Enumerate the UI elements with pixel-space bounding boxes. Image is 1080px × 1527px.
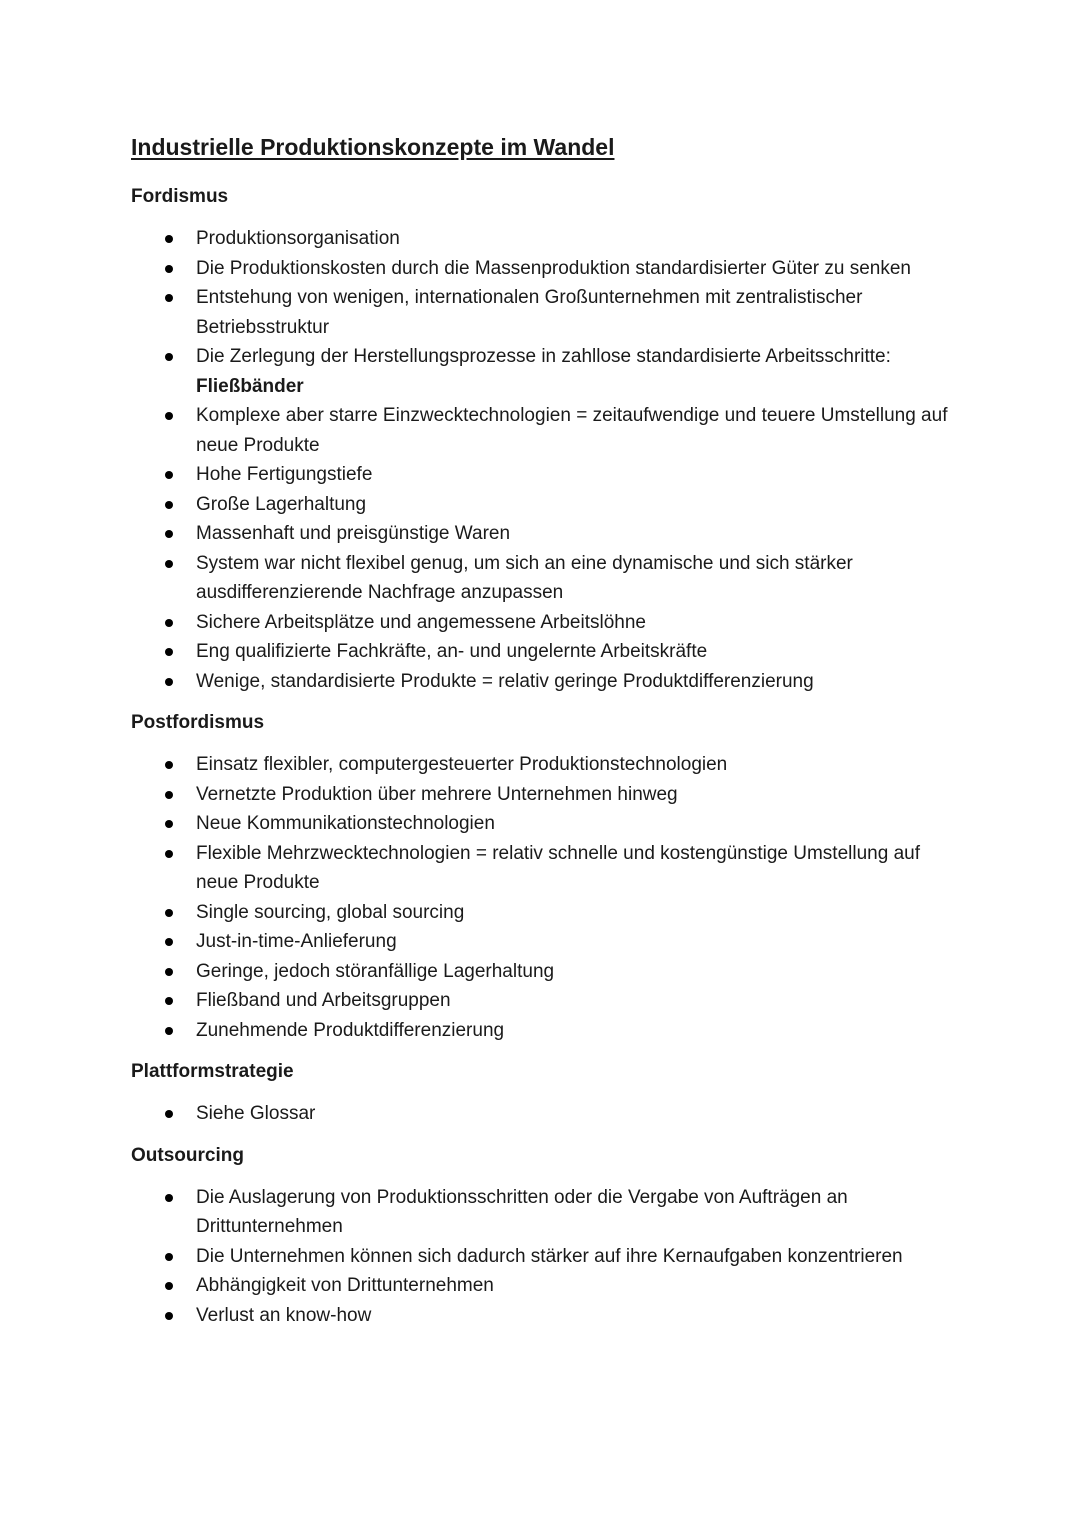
bullet-icon — [165, 938, 173, 946]
bullet-icon — [165, 294, 173, 302]
bullet-icon — [165, 1253, 173, 1261]
section-heading: Plattformstrategie — [131, 1061, 294, 1082]
section-heading: Outsourcing — [131, 1144, 244, 1166]
document-title: Industrielle Produktionskonzepte im Wandel — [131, 134, 615, 160]
bullet-list — [131, 1099, 960, 1129]
bullet-icon — [165, 1282, 173, 1290]
section-postfordismus — [131, 708, 960, 1045]
list-item: Just-in-time-Anlieferung — [131, 927, 960, 957]
bullet-icon — [165, 619, 173, 627]
bullet-icon — [165, 761, 173, 769]
bullet-icon — [165, 909, 173, 917]
list-item: Fließband und Arbeitsgruppen — [131, 986, 960, 1016]
section-fordismus — [131, 182, 960, 696]
list-item: Eng qualifizierte Fachkräfte, an- und ungelernte Arbeitskräfte — [131, 637, 960, 667]
bullet-icon — [165, 235, 173, 243]
bullet-icon — [165, 265, 173, 273]
list-item: Einsatz flexibler, computergesteuerter Produktionstechnologien — [131, 750, 960, 780]
list-item: Neue Kommunikationstechnologien — [131, 809, 960, 839]
list-item: Die Zerlegung der Herstellungsprozesse in zahllose standardisierte Arbeitsschritte: Fließbänder — [131, 342, 960, 401]
list-item: Komplexe aber starre Einzwecktechnologien = zeitaufwendige und teuere Umstellung auf neue Produkte — [131, 401, 960, 460]
bullet-icon — [165, 1312, 173, 1320]
list-item: Wenige, standardisierte Produkte = relativ geringe Produktdifferenzierung — [131, 667, 960, 697]
list-item: Massenhaft und preisgünstige Waren — [131, 519, 960, 549]
section-outsourcing — [131, 1141, 960, 1331]
list-item: Single sourcing, global sourcing — [131, 898, 960, 928]
bullet-list — [131, 750, 960, 1045]
list-item: Große Lagerhaltung — [131, 490, 960, 520]
bullet-icon — [165, 820, 173, 828]
bullet-icon — [165, 412, 173, 420]
list-item: Geringe, jedoch störanfällige Lagerhaltung — [131, 957, 960, 987]
list-item: Vernetzte Produktion über mehrere Unternehmen hinweg — [131, 780, 960, 810]
bullet-icon — [165, 1027, 173, 1035]
list-item: Flexible Mehrzwecktechnologien = relativ schnelle und kostengünstige Umstellung auf neue Produkte — [131, 839, 960, 898]
bullet-icon — [165, 678, 173, 686]
bullet-icon — [165, 501, 173, 509]
bullet-icon — [165, 1110, 173, 1118]
list-item: Produktionsorganisation — [131, 224, 960, 254]
list-item: Die Produktionskosten durch die Massenproduktion standardisierter Güter zu senken — [131, 254, 960, 284]
list-item: Verlust an know-how — [131, 1301, 960, 1331]
bullet-icon — [165, 648, 173, 656]
bullet-list — [131, 1183, 960, 1331]
list-item: Die Unternehmen können sich dadurch stärker auf ihre Kernaufgaben konzentrieren — [131, 1242, 960, 1272]
list-item: Sichere Arbeitsplätze und angemessene Arbeitslöhne — [131, 608, 960, 638]
section-heading: Fordismus — [131, 186, 229, 207]
list-item: Abhängigkeit von Drittunternehmen — [131, 1271, 960, 1301]
emphasis-text: Fließbänder — [196, 375, 304, 397]
list-item: Zunehmende Produktdifferenzierung — [131, 1016, 960, 1046]
bullet-icon — [165, 850, 173, 858]
bullet-icon — [165, 560, 173, 568]
list-item: Siehe Glossar — [131, 1099, 960, 1129]
list-item: System war nicht flexibel genug, um sich an eine dynamische und sich stärker ausdifferenzierende Nachfrage anzupassen — [131, 549, 960, 608]
bullet-icon — [165, 1194, 173, 1202]
bullet-icon — [165, 353, 173, 361]
list-item: Hohe Fertigungstiefe — [131, 460, 960, 490]
list-item: Entstehung von wenigen, internationalen Großunternehmen mit zentralistischer Betriebsstruktur — [131, 283, 960, 342]
bullet-icon — [165, 968, 173, 976]
section-plattformstrategie — [131, 1057, 960, 1129]
bullet-icon — [165, 791, 173, 799]
bullet-icon — [165, 997, 173, 1005]
bullet-icon — [165, 471, 173, 479]
bullet-list — [131, 224, 960, 696]
list-item: Die Auslagerung von Produktionsschritten oder die Vergabe von Aufträgen an Drittunternehmen — [131, 1183, 960, 1242]
bullet-icon — [165, 530, 173, 538]
section-heading: Postfordismus — [131, 712, 265, 733]
